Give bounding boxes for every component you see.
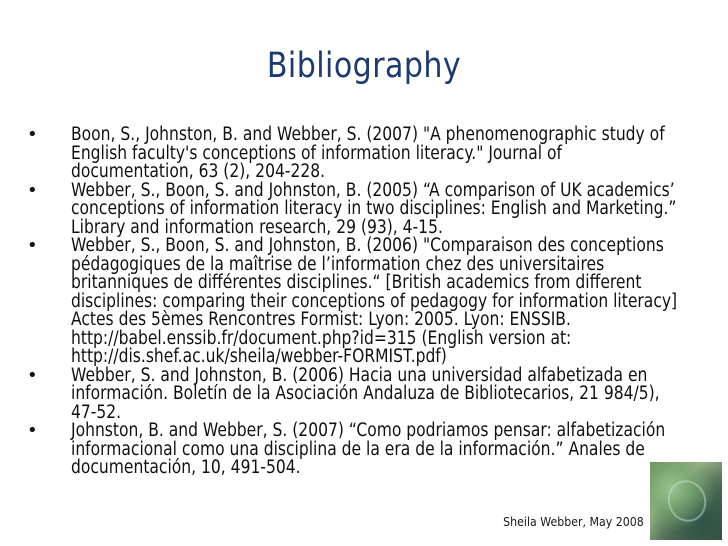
reference-list xyxy=(25,126,725,478)
reference-item xyxy=(25,422,725,478)
reference-text: Webber, S., Boon, S. and Johnston, B. (2005) “A comparison of UK academics’ conceptions of information literacy in two disciplines: English and Marketing.” Library and information research, 29 (93), 4-15. xyxy=(71,179,677,238)
bullet-icon: • xyxy=(27,179,38,201)
logo-image xyxy=(650,462,722,540)
reference-item xyxy=(25,364,725,423)
reference-text: Webber, S., Boon, S. and Johnston, B. (2006) "Comparaison des conceptions pédagogiques de la maîtrise de l’information chez des universitaires britanniques de différentes disciplines.“ [British academics from different disciplines: comparing their conceptions of pedagogy for information literacy] Actes des 5èmes Rencontres Formist: Lyon: 2005. Lyon: ENSSIB. http://babel.enssib.fr/document.php?id=315 (English version at: http://dis.shef.ac.uk/sheila/webber-FORMIST.pdf) xyxy=(71,235,678,367)
reference-item xyxy=(25,126,725,182)
bullet-icon: • xyxy=(27,235,38,256)
slide-title: Bibliography xyxy=(266,46,462,86)
footer-credit: Sheila Webber, May 2008 xyxy=(503,514,644,529)
reference-text: Webber, S. and Johnston, B. (2006) Hacia una universidad alfabetizada en información. Boletín de la Asociación Andaluza de Bibliotecarios, 21 984/5), 47-52. xyxy=(71,364,660,423)
bullet-icon: • xyxy=(27,124,38,145)
reference-text: Boon, S., Johnston, B. and Webber, S. (2007) "A phenomenographic study of English faculty's conceptions of information literacy." Journal of documentation, 63 (2), 204-228. xyxy=(71,124,665,182)
reference-item xyxy=(25,179,725,238)
reference-item xyxy=(25,237,725,367)
bullet-icon: • xyxy=(27,420,38,441)
reference-text: Johnston, B. and Webber, S. (2007) “Como podriamos pensar: alfabetización informacional como una disciplina de la era de la información.” Anales de documentación, 10, 491-504. xyxy=(71,420,666,478)
bullet-icon: • xyxy=(27,364,38,386)
